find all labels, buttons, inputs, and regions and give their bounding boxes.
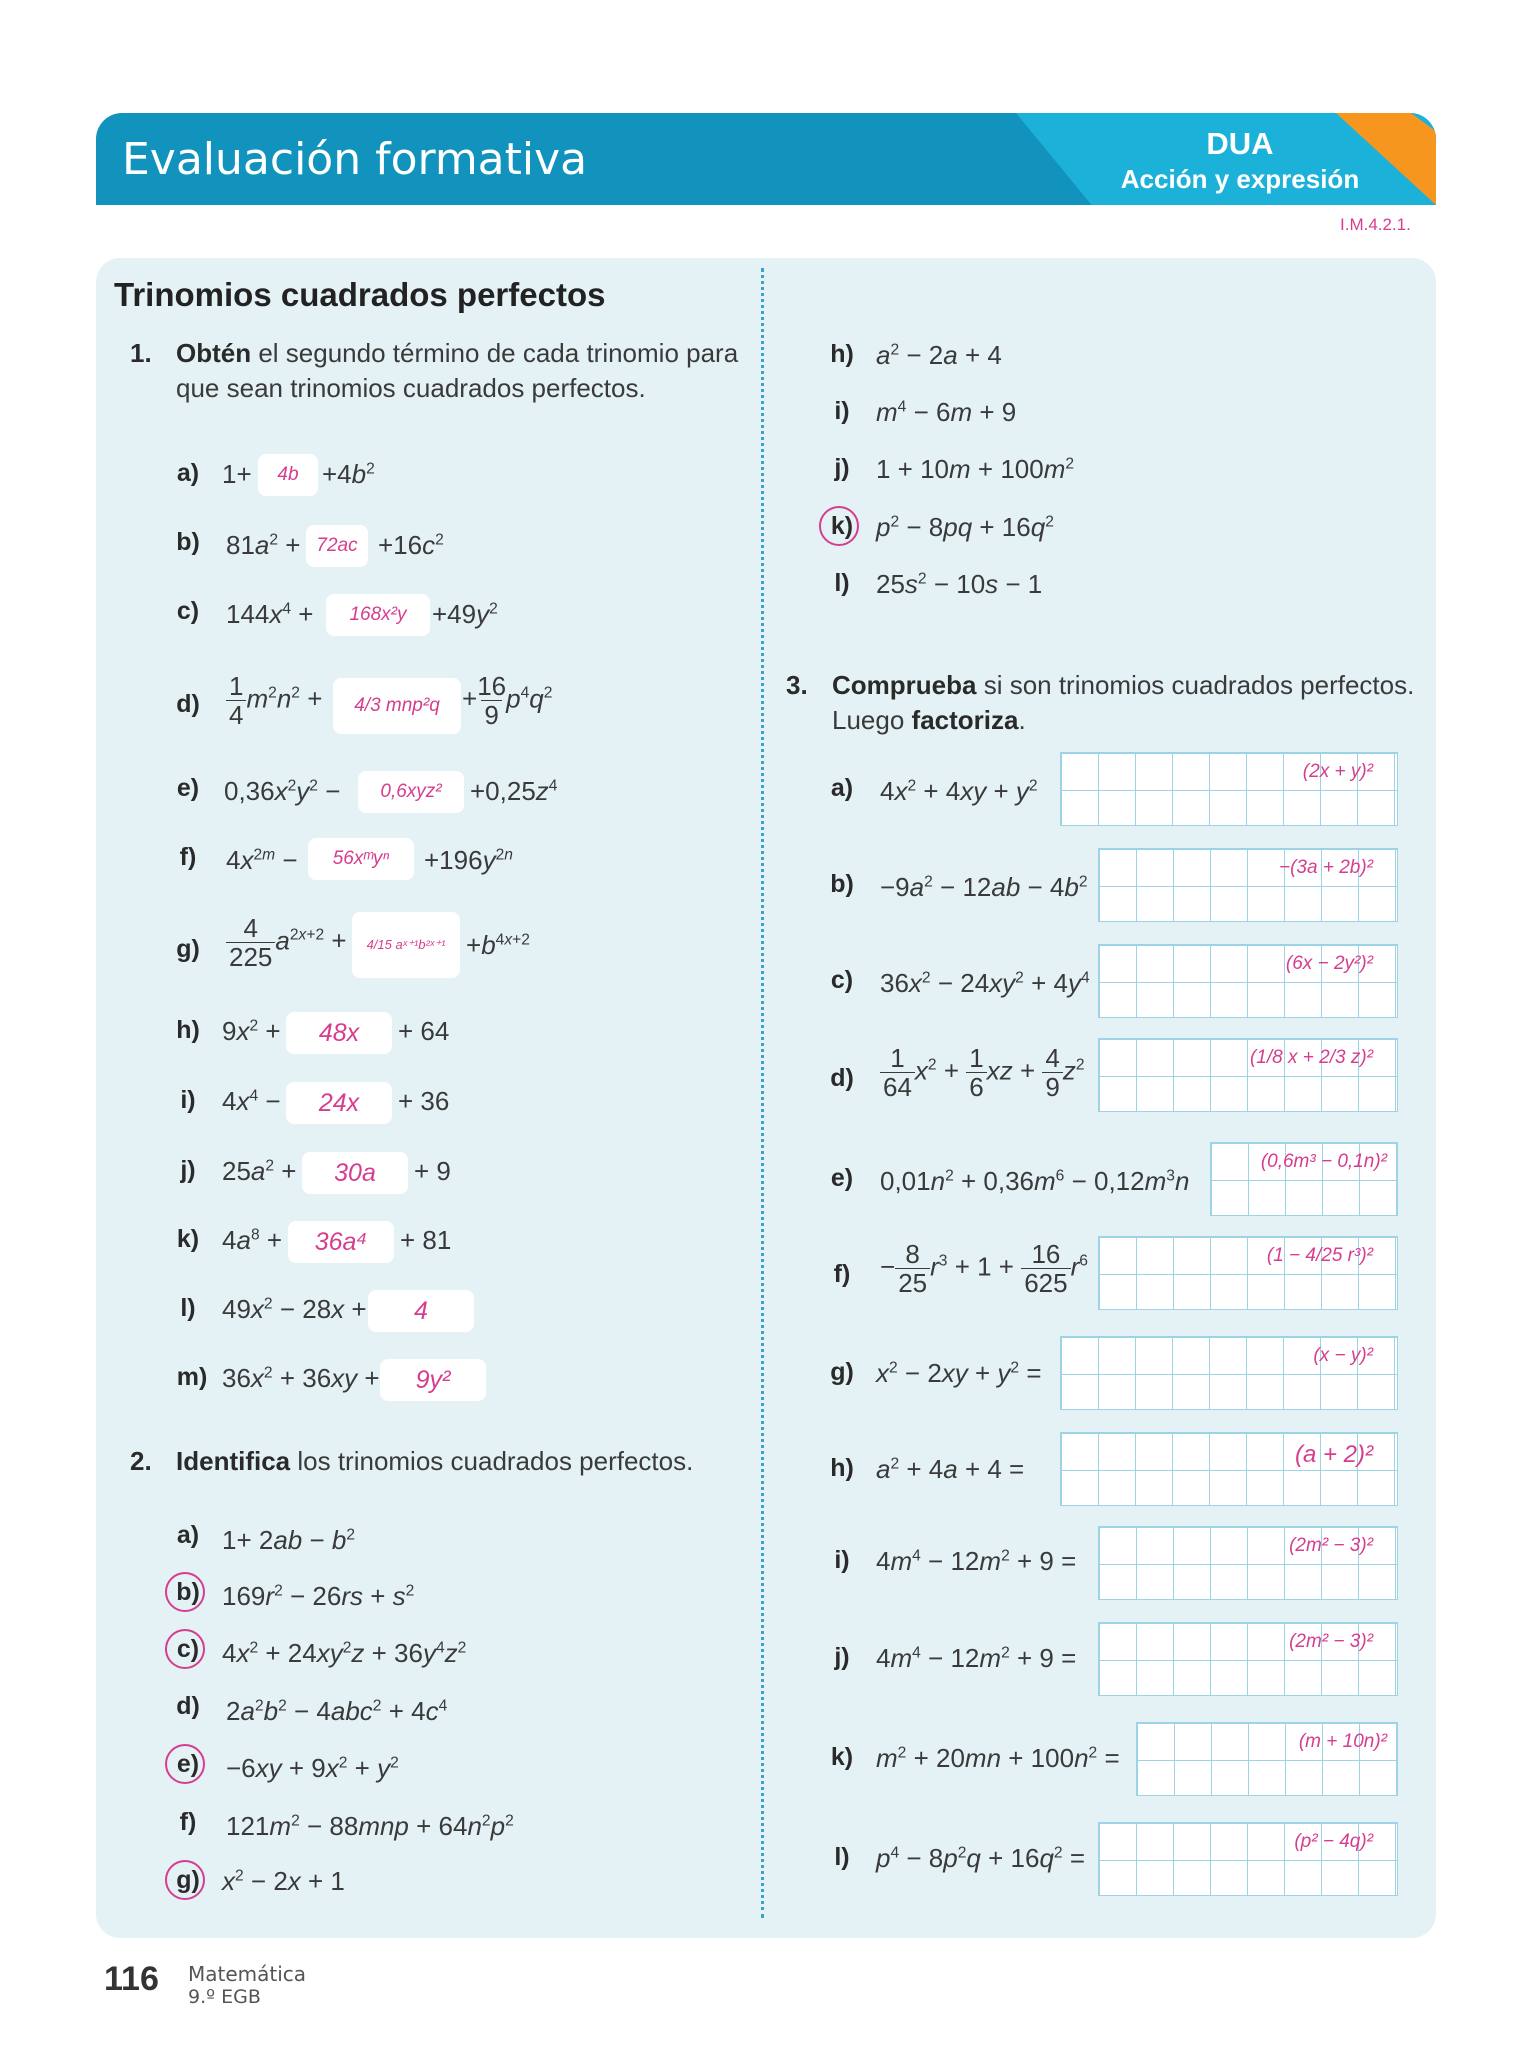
- q1-g-term3: $+b^{4x+2}$: [466, 930, 530, 960]
- q3-a-answer: (2x + y)²: [1302, 761, 1373, 782]
- q1-g-term1: 4 $225a^{2x+2}$ +: [226, 914, 347, 971]
- q2-i-label: i): [834, 397, 850, 425]
- q3-k-expr: $m^2 + 20mn + 100n^2$ =: [876, 1743, 1120, 1773]
- q1-e-answer[interactable]: 0,6xyz²: [358, 771, 464, 813]
- indicator-code: I.M.4.2.1.: [1340, 215, 1411, 234]
- q1-a-label: a): [176, 459, 200, 487]
- q3-k-answer: (m + 10n)²: [1298, 1731, 1387, 1752]
- q2-verb: Identifica: [176, 1446, 291, 1476]
- q3-d-answer: (1/8 x + 2/3 z)²: [1249, 1047, 1373, 1068]
- q3-c-label: c): [830, 966, 854, 994]
- q1-text: el segundo término de cada trinomio para que sean trinomios cuadrados perfectos.: [176, 338, 739, 403]
- q1-h-answer[interactable]: 48x: [286, 1012, 392, 1054]
- q2-k-circle: [819, 506, 859, 546]
- q1-m-label: m): [176, 1363, 208, 1391]
- q1-c-answer[interactable]: 168x²y: [326, 594, 430, 636]
- page-title: Evaluación formativa: [122, 134, 588, 185]
- q3-h-expr: $a^2 + 4a + 4$ =: [876, 1454, 1025, 1484]
- q2-a-label: a): [176, 1521, 200, 1549]
- q3-e-grid[interactable]: [1210, 1142, 1398, 1216]
- q1-j-label: j): [180, 1156, 196, 1184]
- q2-b-expr: $169r^2 - 26rs + s^2$: [222, 1581, 415, 1611]
- q1-f-term3: $+196y^{2n}$: [424, 845, 513, 875]
- q2-c-label[interactable]: c): [168, 1635, 208, 1664]
- q1-e-term1: $0,36x^2y^2$ −: [224, 776, 341, 806]
- q2-d-label: d): [176, 1692, 200, 1720]
- q3-a-expr: $4x^2 + 4xy + y^2$: [880, 776, 1038, 806]
- q3-a-label: a): [830, 774, 854, 802]
- q2-g-circle: [165, 1860, 205, 1900]
- q1-d-answer[interactable]: 4/3 mnp²q: [333, 678, 461, 734]
- q1-j-answer[interactable]: 30a: [302, 1152, 408, 1194]
- q2-l-expr: $25s^2 - 10s - 1$: [876, 569, 1043, 599]
- q3-l-expr: $p^4 - 8p^2q + 16q^2$ =: [876, 1843, 1086, 1873]
- q2-f-expr: $121m^2 - 88mnp + 64n^2p^2$: [226, 1811, 514, 1841]
- q1-g-label: g): [176, 935, 200, 963]
- q1-h-term3: + 64: [398, 1016, 450, 1046]
- q1-instruction: [176, 336, 756, 406]
- q3-g-expr: $x^2 - 2xy + y^2$ =: [876, 1358, 1042, 1388]
- q3-h-label: h): [830, 1454, 854, 1482]
- q3-j-label: j): [834, 1643, 850, 1671]
- q3-f-grid[interactable]: [1098, 1236, 1398, 1310]
- q2-l-label: l): [834, 569, 850, 597]
- q3-g-answer: (x − y)²: [1313, 1345, 1373, 1366]
- q1-i-term1: $4x^4$ −: [222, 1086, 281, 1116]
- q1-b-answer[interactable]: 72ac: [306, 525, 368, 567]
- q3-l-grid[interactable]: [1098, 1822, 1398, 1896]
- q3-d-label: d): [830, 1064, 854, 1092]
- q1-e-term3: $+0,25z^4$: [470, 776, 558, 806]
- q3-b-label: b): [830, 870, 854, 898]
- q1-b-label: b): [176, 528, 200, 556]
- q3-h-grid[interactable]: [1060, 1432, 1398, 1506]
- q1-j-term3: + 9: [414, 1156, 451, 1186]
- q2-c-expr: $4x^2 + 24xy^2z + 36y^4z^2$: [222, 1638, 467, 1668]
- q2-j-label: j): [834, 454, 850, 482]
- q2-g-label[interactable]: g): [168, 1866, 208, 1895]
- q1-d-term3: +16 $9p^4q^2$: [462, 671, 553, 730]
- q1-g-answer[interactable]: 4/15 aˣ⁺¹b²ˣ⁺¹: [352, 912, 460, 978]
- q3-a-grid[interactable]: [1060, 752, 1398, 826]
- q3-i-expr: $4m^4 - 12m^2 + 9$ =: [876, 1546, 1077, 1576]
- q3-b-answer: −(3a + 2b)²: [1279, 857, 1373, 878]
- q2-b-label[interactable]: b): [168, 1578, 208, 1607]
- q1-a-answer[interactable]: 4b: [258, 454, 318, 496]
- q3-f-expr: − 8 $25r^3 + 1 + 16$ $625r^6$: [880, 1239, 1088, 1298]
- section-title: Trinomios cuadrados perfectos: [114, 276, 606, 313]
- q3-e-answer: (0,6m³ − 0,1n)²: [1260, 1151, 1387, 1172]
- q1-b-term1: $81a^2$ +: [226, 530, 301, 560]
- q3-g-grid[interactable]: [1060, 1336, 1398, 1410]
- q3-b-expr: $-9a^2 - 12ab - 4b^2$: [880, 872, 1088, 902]
- q1-f-answer[interactable]: 56xᵐyⁿ: [308, 838, 414, 880]
- q1-a-term1: 1+: [222, 459, 252, 489]
- q1-h-term1: $9x^2$ +: [222, 1016, 281, 1046]
- q2-h-label: h): [830, 340, 854, 368]
- q3-l-answer: (p² − 4q)²: [1294, 1831, 1373, 1852]
- q3-verb2: factoriza: [911, 705, 1019, 735]
- q1-c-label: c): [176, 597, 200, 625]
- q3-i-answer: (2m² − 3)²: [1289, 1535, 1373, 1556]
- q2-e-circle: [165, 1744, 205, 1784]
- q3-b-grid[interactable]: [1098, 848, 1398, 922]
- q1-c-term1: $144x^4$ +: [226, 599, 314, 629]
- q1-l-label: l): [180, 1294, 196, 1322]
- q2-d-expr: $2a^2b^2 - 4abc^2 + 4c^4$: [226, 1696, 448, 1726]
- q1-c-term3: $+49y^2$: [432, 599, 498, 629]
- q2-text: los trinomios cuadrados perfectos.: [290, 1446, 694, 1476]
- q2-instruction: [176, 1444, 693, 1479]
- q3-d-expr: 1 $64x^2 + 1$ 6xz + 4 $9z^2$: [880, 1044, 1085, 1101]
- q2-j-expr: $1 + 10m + 100m^2$: [876, 454, 1075, 484]
- q2-h-expr: $a^2 - 2a + 4$: [876, 340, 1002, 370]
- dua-badge: DUA: [1206, 126, 1274, 161]
- q3-i-grid[interactable]: [1098, 1526, 1398, 1600]
- q1-i-term3: + 36: [398, 1086, 450, 1116]
- q1-i-label: i): [180, 1086, 196, 1114]
- q1-h-label: h): [176, 1016, 200, 1044]
- q3-k-label: k): [830, 1743, 854, 1771]
- q3-number: 3.: [786, 670, 808, 700]
- q1-f-label: f): [179, 843, 197, 871]
- q3-d-grid[interactable]: [1098, 1038, 1398, 1112]
- q3-g-label: g): [830, 1358, 854, 1386]
- q1-a-term3: $+4b^2$: [322, 459, 375, 489]
- q2-g-expr: $x^2 - 2x + 1$: [222, 1866, 345, 1896]
- q2-a-expr: $1+ 2ab - b^2$: [222, 1525, 356, 1555]
- q1-d-term1: 1 $4m^2n^2$ +: [226, 672, 322, 729]
- q2-k-label[interactable]: k): [822, 512, 862, 541]
- q1-m-term1: $36x^2 + 36xy$ +: [222, 1363, 380, 1393]
- q3-verb: Comprueba: [832, 670, 977, 700]
- q3-j-answer: (2m² − 3)²: [1289, 1631, 1373, 1652]
- q3-c-answer: (6x − 2y²)²: [1285, 953, 1373, 974]
- q1-m-answer[interactable]: 9y²: [380, 1359, 486, 1401]
- q3-j-expr: $4m^4 - 12m^2 + 9$ =: [876, 1643, 1077, 1673]
- grade-label: 9.º EGB: [188, 1986, 261, 2008]
- q1-k-label: k): [176, 1225, 200, 1253]
- q3-e-expr: $0,01n^2 + 0,36m^6 - 0,12m^3n$: [880, 1166, 1190, 1196]
- q1-d-label: d): [176, 690, 200, 718]
- q3-f-answer: (1 − 4/25 r³)²: [1266, 1245, 1373, 1266]
- q3-i-label: i): [834, 1546, 850, 1574]
- q3-k-grid[interactable]: [1136, 1722, 1398, 1796]
- q3-f-label: f): [833, 1260, 851, 1288]
- q2-c-circle: [165, 1629, 205, 1669]
- q1-i-answer[interactable]: 24x: [286, 1082, 392, 1124]
- q3-h-answer: (a + 2)²: [1294, 1441, 1373, 1468]
- q1-l-term1: $49x^2 - 28x$ +: [222, 1294, 367, 1324]
- q3-c-expr: $36x^2 - 24xy^2 + 4y^4$: [880, 968, 1090, 998]
- q3-instruction: Comprueba si son trinomios cuadrados perfectos. Luego factoriza.: [832, 670, 1415, 735]
- dua-subtitle: Acción y expresión: [1120, 164, 1360, 194]
- q3-e-label: e): [830, 1164, 854, 1192]
- subject-label: Matemática: [188, 1962, 307, 1986]
- q1-j-term1: $25a^2$ +: [222, 1156, 297, 1186]
- q1-k-answer[interactable]: 36a⁴: [288, 1221, 394, 1263]
- q3-l-label: l): [834, 1843, 850, 1871]
- q2-e-expr: $-6xy + 9x^2 + y^2$: [226, 1753, 399, 1783]
- q2-i-expr: $m^4 - 6m + 9$: [876, 397, 1017, 427]
- q1-f-term1: $4x^{2m}$ −: [226, 845, 298, 875]
- q2-e-label[interactable]: e): [168, 1750, 208, 1779]
- q1-k-term3: + 81: [400, 1225, 452, 1255]
- q2-k-expr: $p^2 - 8pq + 16q^2$: [876, 512, 1054, 542]
- page-number: 116: [104, 1960, 159, 1998]
- q2-f-label: f): [179, 1808, 197, 1836]
- q1-verb: Obtén: [176, 338, 252, 368]
- q2-number: 2.: [130, 1446, 152, 1476]
- q1-b-term3: $+16c^2$: [378, 530, 444, 560]
- q1-l-answer[interactable]: 4: [368, 1290, 474, 1332]
- column-divider: [761, 268, 764, 1918]
- q3-j-grid[interactable]: [1098, 1622, 1398, 1696]
- q1-e-label: e): [176, 774, 200, 802]
- q2-b-circle: [165, 1572, 205, 1612]
- q3-c-grid[interactable]: [1098, 944, 1398, 1018]
- q1-number: 1.: [130, 338, 152, 368]
- q1-k-term1: $4a^8$ +: [222, 1225, 283, 1255]
